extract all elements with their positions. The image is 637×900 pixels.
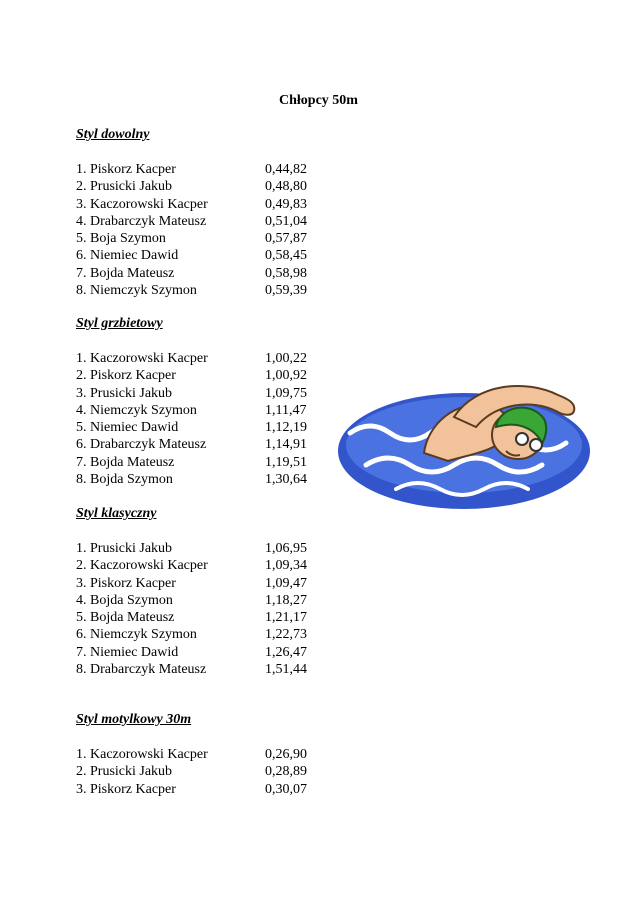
swim-time: 1,21,17 <box>265 610 307 626</box>
section-freestyle <box>76 126 376 299</box>
swim-time: 1,18,27 <box>265 592 307 608</box>
swimmer-name: 2. Kaczorowski Kacper <box>76 558 208 574</box>
swim-time: 0,26,90 <box>265 747 307 762</box>
page-title: Chłopcy 50m <box>279 93 358 108</box>
results-list <box>76 540 376 678</box>
result-row <box>76 763 376 780</box>
swim-time: 0,58,98 <box>265 265 307 281</box>
swimmer-clipart-icon <box>336 353 594 515</box>
results-list <box>76 746 376 798</box>
swimmer-name: 6. Niemiec Dawid <box>76 248 179 264</box>
result-row <box>76 626 376 643</box>
swimmer-name: 5. Bojda Mateusz <box>76 610 175 626</box>
section-butterfly <box>76 711 376 798</box>
swimmer-name: 4. Drabarczyk Mateusz <box>76 213 207 229</box>
swim-time: 0,57,87 <box>265 231 307 247</box>
result-row <box>76 557 376 574</box>
swimmer-name: 2. Prusicki Jakub <box>76 179 173 195</box>
result-row <box>76 419 376 436</box>
result-row <box>76 230 376 247</box>
swimmer-name: 7. Bojda Mateusz <box>76 265 175 281</box>
swim-time: 0,30,07 <box>265 781 307 797</box>
goggles <box>516 433 528 445</box>
swimmer-name: 5. Niemiec Dawid <box>76 420 179 436</box>
result-row <box>76 781 376 798</box>
result-row <box>76 540 376 557</box>
section-heading: Styl motylkowy 30m <box>76 712 192 727</box>
result-row <box>76 454 376 471</box>
swimmer-name: 4. Bojda Szymon <box>76 592 173 608</box>
swim-time: 1,51,44 <box>265 662 307 678</box>
section-backstroke <box>76 315 376 488</box>
result-row <box>76 609 376 626</box>
goggles <box>530 439 542 451</box>
result-row <box>76 575 376 592</box>
result-row <box>76 385 376 402</box>
result-row <box>76 471 376 488</box>
swim-time: 0,58,45 <box>265 248 307 264</box>
result-row <box>76 402 376 419</box>
swimmer-name: 8. Niemczyk Szymon <box>76 283 197 299</box>
swimmer-name: 1. Kaczorowski Kacper <box>76 747 208 762</box>
swim-time: 1,09,34 <box>265 558 307 574</box>
section-breaststroke <box>76 505 376 678</box>
swimmer-name: 6. Drabarczyk Mateusz <box>76 437 207 453</box>
swimmer-name: 6. Niemczyk Szymon <box>76 627 197 643</box>
swim-time: 0,49,83 <box>265 196 307 212</box>
result-row <box>76 161 376 178</box>
swim-time: 1,22,73 <box>265 627 307 643</box>
swimmer-name: 5. Boja Szymon <box>76 231 166 247</box>
result-row <box>76 247 376 264</box>
swimmer-name: 7. Niemiec Dawid <box>76 644 179 660</box>
swim-time: 1,30,64 <box>265 472 307 488</box>
result-row <box>76 746 376 763</box>
swimmer-illustration <box>336 353 594 515</box>
result-row <box>76 644 376 661</box>
swimmer-name: 2. Prusicki Jakub <box>76 764 173 780</box>
swim-time: 0,59,39 <box>265 283 307 299</box>
result-row <box>76 367 376 384</box>
result-row <box>76 592 376 609</box>
swimmer-name: 3. Piskorz Kacper <box>76 575 176 591</box>
section-heading: Styl klasyczny <box>76 506 157 521</box>
result-row <box>76 196 376 213</box>
swim-time: 1,00,22 <box>265 351 307 366</box>
swimmer-name: 8. Drabarczyk Mateusz <box>76 662 207 678</box>
swimmer-name: 7. Bojda Mateusz <box>76 454 175 470</box>
swimmer-name: 3. Piskorz Kacper <box>76 781 176 797</box>
swim-time: 1,19,51 <box>265 454 307 470</box>
result-row <box>76 178 376 195</box>
swim-time: 1,12,19 <box>265 420 307 436</box>
swim-time: 1,09,75 <box>265 385 307 401</box>
swim-time: 0,48,80 <box>265 179 307 195</box>
result-row <box>76 282 376 299</box>
swim-time: 0,44,82 <box>265 162 307 177</box>
swimmer-name: 4. Niemczyk Szymon <box>76 402 197 418</box>
result-row <box>76 436 376 453</box>
swim-time: 1,00,92 <box>265 368 307 384</box>
swim-time: 0,28,89 <box>265 764 307 780</box>
swim-time: 1,14,91 <box>265 437 307 453</box>
result-row <box>76 265 376 282</box>
swimmer-name: 2. Piskorz Kacper <box>76 368 176 384</box>
swimmer-name: 1. Prusicki Jakub <box>76 541 173 556</box>
section-heading: Styl dowolny <box>76 127 150 142</box>
swimmer-name: 1. Piskorz Kacper <box>76 162 176 177</box>
swimmer-name: 3. Prusicki Jakub <box>76 385 173 401</box>
swimmer-name: 8. Bojda Szymon <box>76 472 173 488</box>
result-row <box>76 661 376 678</box>
swim-time: 1,26,47 <box>265 644 307 660</box>
swim-time: 0,51,04 <box>265 213 307 229</box>
swim-time: 1,09,47 <box>265 575 307 591</box>
result-row <box>76 213 376 230</box>
swim-time: 1,06,95 <box>265 541 307 556</box>
result-row <box>76 350 376 367</box>
swimmer-name: 3. Kaczorowski Kacper <box>76 196 208 212</box>
results-list <box>76 350 376 488</box>
swimmer-name: 1. Kaczorowski Kacper <box>76 351 208 366</box>
results-list <box>76 161 376 299</box>
swim-time: 1,11,47 <box>265 402 307 418</box>
section-heading: Styl grzbietowy <box>76 316 163 331</box>
